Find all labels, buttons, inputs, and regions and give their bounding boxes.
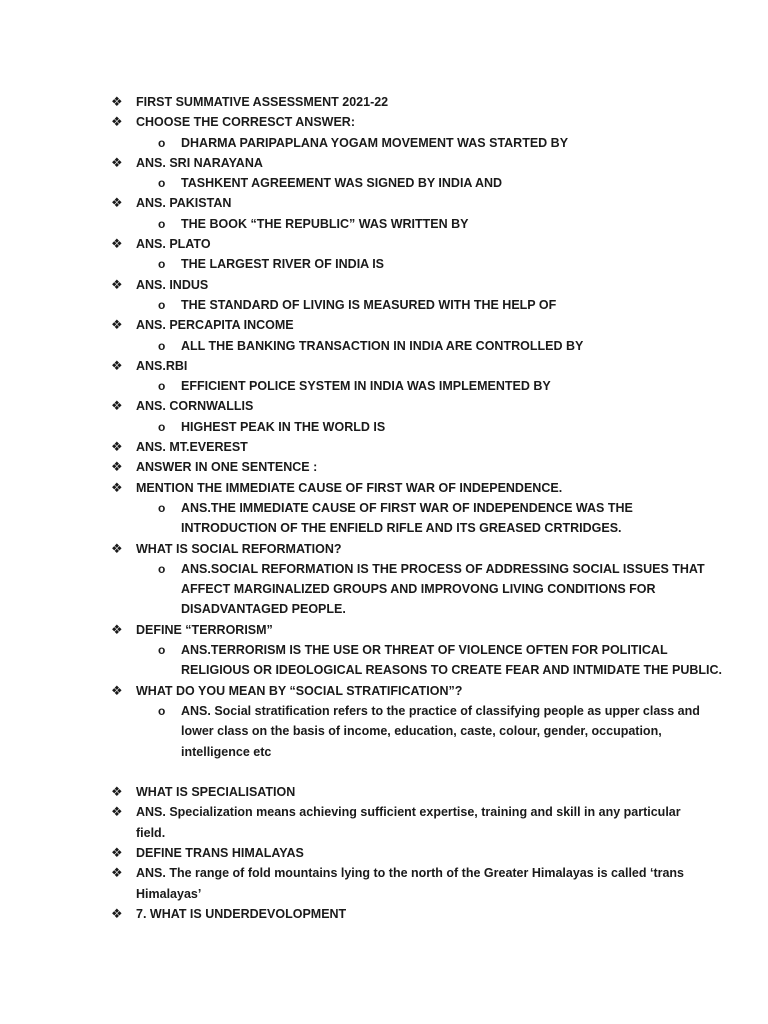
line-text: INTRODUCTION OF THE ENFIELD RIFLE AND ITS GREASED CRTRIDGES. <box>181 521 622 536</box>
sub-list-item <box>0 701 768 721</box>
circle-bullet-icon: o <box>158 216 166 231</box>
line-text: WHAT DO YOU MEAN BY “SOCIAL STRATIFICATION”? <box>136 683 463 698</box>
diamond-bullet-icon: ❖ <box>111 804 123 820</box>
line-text: TASHKENT AGREEMENT WAS SIGNED BY INDIA AND <box>181 176 503 191</box>
list-item <box>0 193 768 213</box>
list-item <box>0 843 768 863</box>
sub-list-item-continuation <box>0 518 768 538</box>
line-text: ANS. PLATO <box>136 237 211 252</box>
diamond-bullet-icon: ❖ <box>111 357 123 373</box>
list-item <box>0 437 768 457</box>
list-item <box>0 315 768 335</box>
line-text: DEFINE TRANS HIMALAYAS <box>136 845 304 860</box>
line-text: field. <box>136 825 166 840</box>
diamond-bullet-icon: ❖ <box>111 784 123 800</box>
sub-list-item <box>0 417 768 437</box>
diamond-bullet-icon: ❖ <box>111 865 123 881</box>
line-text: ALL THE BANKING TRANSACTION IN INDIA ARE CONTROLLED BY <box>181 338 584 353</box>
circle-bullet-icon: o <box>158 419 166 434</box>
line-text: WHAT IS SPECIALISATION <box>136 785 296 800</box>
diamond-bullet-icon: ❖ <box>111 236 123 252</box>
sub-list-item-continuation <box>0 599 768 619</box>
sub-list-item <box>0 254 768 274</box>
blank-line <box>0 762 768 782</box>
list-item <box>0 620 768 640</box>
line-text: THE LARGEST RIVER OF INDIA IS <box>181 257 385 272</box>
diamond-bullet-icon: ❖ <box>111 682 123 698</box>
sub-list-item-continuation <box>0 579 768 599</box>
line-text: ANS. Social stratification refers to the practice of classifying people as upper class and <box>181 703 700 718</box>
line-text: Himalayas’ <box>136 886 202 901</box>
list-item <box>0 681 768 701</box>
list-item <box>0 904 768 924</box>
line-text: THE STANDARD OF LIVING IS MEASURED WITH THE HELP OF <box>181 297 557 312</box>
list-item-continuation <box>0 823 768 843</box>
line-text: ANS. PERCAPITA INCOME <box>136 318 294 333</box>
list-item <box>0 356 768 376</box>
line-text: ANS. Specialization means achieving sufficient expertise, training and skill in any particular <box>136 805 681 820</box>
sub-list-item <box>0 640 768 660</box>
diamond-bullet-icon: ❖ <box>111 439 123 455</box>
circle-bullet-icon: o <box>158 297 166 312</box>
circle-bullet-icon: o <box>158 257 166 272</box>
line-text: RELIGIOUS OR IDEOLOGICAL REASONS TO CREATE FEAR AND INTMIDATE THE PUBLIC. <box>181 663 722 678</box>
list-item <box>0 863 768 883</box>
line-text: CHOOSE THE CORRESCT ANSWER: <box>136 115 355 130</box>
line-text: ANS. SRI NARAYANA <box>136 155 263 170</box>
list-item <box>0 396 768 416</box>
line-text: AFFECT MARGINALIZED GROUPS AND IMPROVONG LIVING CONDITIONS FOR <box>181 582 656 597</box>
line-text: THE BOOK “THE REPUBLIC” WAS WRITTEN BY <box>181 216 469 231</box>
diamond-bullet-icon: ❖ <box>111 195 123 211</box>
sub-list-item <box>0 295 768 315</box>
sub-list-item <box>0 376 768 396</box>
diamond-bullet-icon: ❖ <box>111 844 123 860</box>
diamond-bullet-icon: ❖ <box>111 905 123 921</box>
circle-bullet-icon: o <box>158 338 166 353</box>
sub-list-item-continuation <box>0 721 768 741</box>
line-text: ANS.RBI <box>136 358 188 373</box>
sub-list-item <box>0 173 768 193</box>
circle-bullet-icon: o <box>158 703 166 718</box>
circle-bullet-icon: o <box>158 643 166 658</box>
sub-list-item <box>0 133 768 153</box>
line-text: ANSWER IN ONE SENTENCE : <box>136 460 318 475</box>
sub-list-item <box>0 559 768 579</box>
diamond-bullet-icon: ❖ <box>111 154 123 170</box>
diamond-bullet-icon: ❖ <box>111 479 123 495</box>
diamond-bullet-icon: ❖ <box>111 459 123 475</box>
line-text: ANS.THE IMMEDIATE CAUSE OF FIRST WAR OF INDEPENDENCE WAS THE <box>181 500 633 515</box>
sub-list-item <box>0 498 768 518</box>
list-item <box>0 802 768 822</box>
line-text: ANS. INDUS <box>136 277 209 292</box>
line-text: ANS. MT.EVEREST <box>136 440 248 455</box>
line-text: intelligence etc <box>181 744 272 759</box>
diamond-bullet-icon: ❖ <box>111 317 123 333</box>
line-text: FIRST SUMMATIVE ASSESSMENT 2021-22 <box>136 95 389 109</box>
line-text: 7. WHAT IS UNDERDEVOLOPMENT <box>136 906 347 921</box>
list-item-continuation <box>0 884 768 904</box>
diamond-bullet-icon: ❖ <box>111 540 123 556</box>
line-text: ANS.TERRORISM IS THE USE OR THREAT OF VIOLENCE OFTEN FOR POLITICAL <box>181 643 668 658</box>
sub-list-item-continuation <box>0 742 768 762</box>
circle-bullet-icon: o <box>158 379 166 394</box>
diamond-bullet-icon: ❖ <box>111 114 123 130</box>
line-text: ANS. The range of fold mountains lying to the north of the Greater Himalayas is called ‘trans <box>136 866 685 881</box>
list-item <box>0 275 768 295</box>
line-text: HIGHEST PEAK IN THE WORLD IS <box>181 419 386 434</box>
circle-bullet-icon: o <box>158 561 166 576</box>
sub-list-item-continuation <box>0 660 768 680</box>
diamond-bullet-icon: ❖ <box>111 621 123 637</box>
circle-bullet-icon: o <box>158 176 166 191</box>
sub-list-item <box>0 214 768 234</box>
circle-bullet-icon: o <box>158 500 166 515</box>
list-item <box>0 782 768 802</box>
line-text: ANS.SOCIAL REFORMATION IS THE PROCESS OF ADDRESSING SOCIAL ISSUES THAT <box>181 561 705 576</box>
list-item <box>0 153 768 173</box>
line-text: DHARMA PARIPAPLANA YOGAM MOVEMENT WAS STARTED BY <box>181 135 569 150</box>
list-item <box>0 112 768 132</box>
line-text: EFFICIENT POLICE SYSTEM IN INDIA WAS IMPLEMENTED BY <box>181 379 551 394</box>
circle-bullet-icon: o <box>158 135 166 150</box>
document-page <box>0 92 768 924</box>
list-item <box>0 478 768 498</box>
list-item <box>0 92 768 112</box>
diamond-bullet-icon: ❖ <box>111 276 123 292</box>
diamond-bullet-icon: ❖ <box>111 398 123 414</box>
list-item <box>0 457 768 477</box>
line-text: ANS. CORNWALLIS <box>136 399 254 414</box>
line-text: DEFINE “TERRORISM” <box>136 622 273 637</box>
list-item <box>0 234 768 254</box>
line-text: ANS. PAKISTAN <box>136 196 232 211</box>
line-text: lower class on the basis of income, education, caste, colour, gender, occupation, <box>181 724 662 739</box>
list-item <box>0 539 768 559</box>
sub-list-item <box>0 336 768 356</box>
diamond-bullet-icon: ❖ <box>111 94 123 109</box>
line-text: DISADVANTAGED PEOPLE. <box>181 602 346 617</box>
line-text: WHAT IS SOCIAL REFORMATION? <box>136 541 342 556</box>
line-text: MENTION THE IMMEDIATE CAUSE OF FIRST WAR OF INDEPENDENCE. <box>136 480 563 495</box>
